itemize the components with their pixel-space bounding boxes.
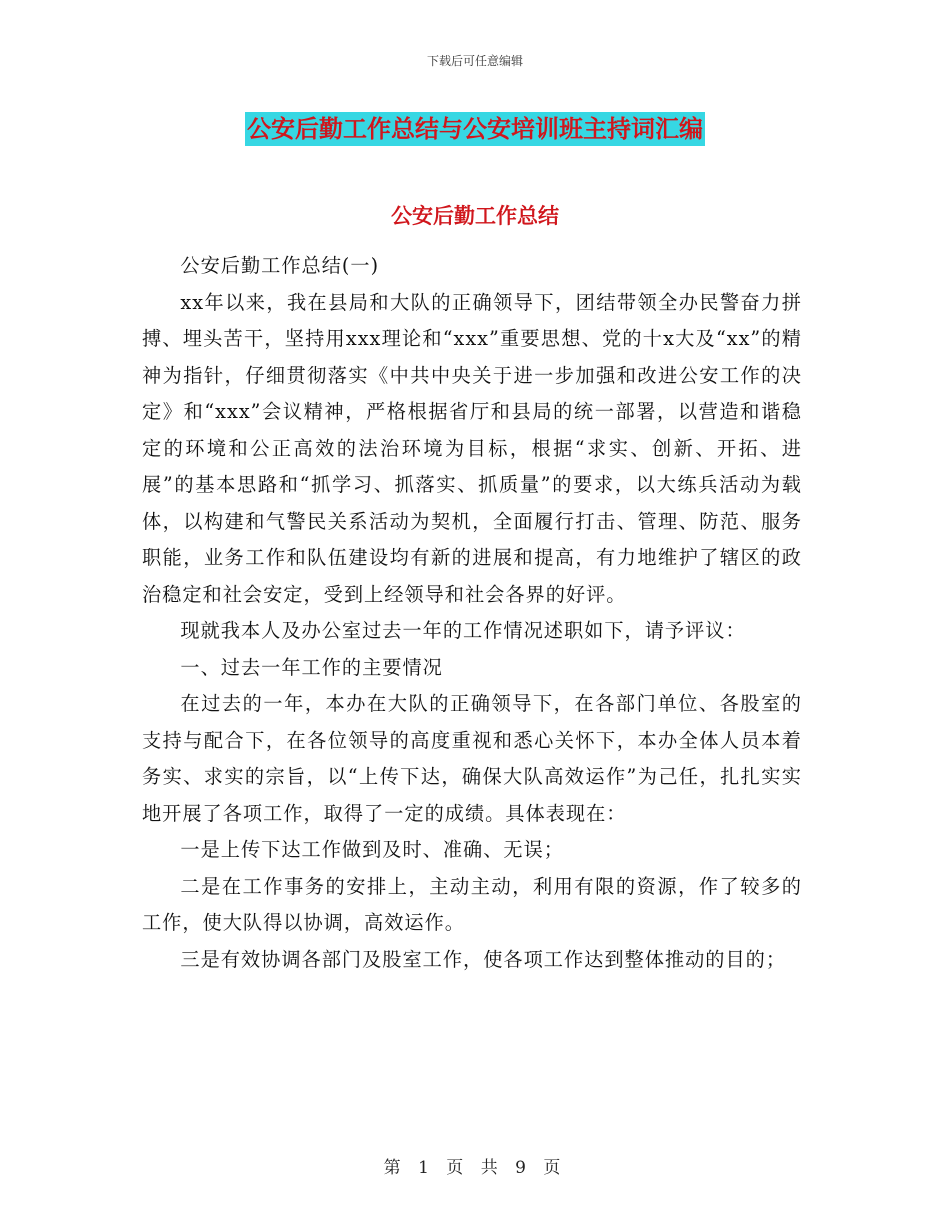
paragraph-past-year: 在过去的一年，本办在大队的正确领导下，在各部门单位、各股室的支持与配合下，在各位领导的高度重视和悉心关怀下，本办全体人员本着务实、求实的宗旨，以“上传下达，确保大队高效运作”为己任，扎扎实实地开展了各项工作，取得了一定的成绩。具体表现在： [142,692,802,825]
paragraph-point-3: 三是有效协调各部门及股室工作，使各项工作达到整体推动的目的； [180,947,787,971]
document-title: 公安后勤工作总结与公安培训班主持词汇编 [245,112,705,146]
document-title-wrapper [0,112,950,146]
page-footer: 第 1 页 共 9 页 [383,1158,567,1178]
paragraph-intro: xx年以来，我在县局和大队的正确领导下，团结带领全办民警奋力拼搏、埋头苦干，坚持用xxx理论和“xxx”重要思想、党的十x大及“xx”的精神为指针，仔细贯彻落实《中共中央关于进一步加强和改进公安工作的决定》和“xxx”会议精神，严格根据省厅和县局的统一部署，以营造和谐稳定的环境和公正高效的法治环境为目标，根据“求实、创新、开拓、进展”的基本思路和“抓学习、抓落实、抓质量”的要求，以大练兵活动为载体，以构建和气警民关系活动为契机，全面履行打击、管理、防范、服务职能，业务工作和队伍建设均有新的进展和提高，有力地维护了辖区的政治稳定和社会安定，受到上经领导和社会各界的好评。 [142,290,802,606]
section-title: 公安后勤工作总结 [391,204,559,228]
subtitle-paragraph: 公安后勤工作总结(一) [180,254,380,277]
paragraph-point-2: 二是在工作事务的安排上，主动主动，利用有限的资源，作了较多的工作，使大队得以协调，高效运作。 [142,874,802,934]
paragraph-report: 现就我本人及办公室过去一年的工作情况述职如下，请予评议： [180,619,746,642]
header-note: 下载后可任意编辑 [426,54,523,68]
paragraph-point-1: 一是上传下达工作做到及时、准确、无误； [180,838,564,861]
body-text [142,248,802,978]
paragraph-heading-1: 一、过去一年工作的主要情况 [180,655,443,679]
